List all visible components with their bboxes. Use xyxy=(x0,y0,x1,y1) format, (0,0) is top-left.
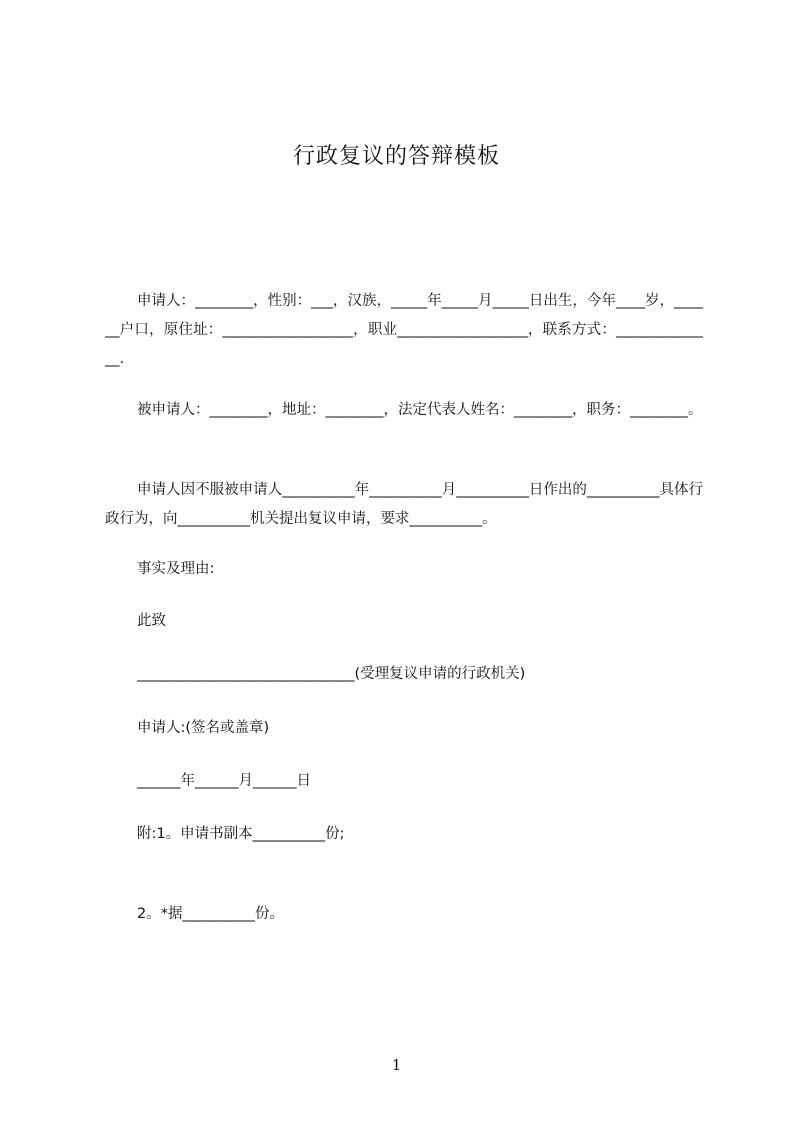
facts-reasons-heading: 事实及理由: xyxy=(137,561,215,577)
request-paragraph: 申请人因不服被申请人__________年__________月__________日作出的__________具体行政行为，向__________机关提出复议申请，要求__________。 xyxy=(105,482,703,527)
recipient-line: ______________________________(受理复议申请的行政机关) xyxy=(137,666,526,682)
signature-line: 申请人:(签名或盖章) xyxy=(137,720,270,736)
attachment-item-1: 附:1。申请书副本__________份; xyxy=(137,826,345,842)
applicant-info-paragraph: 申请人：________，性别：___，汉族，_____年_____月_____日出生，今年____岁，______户口，原住址：__________________，职业__________________，联系方式：______________. xyxy=(105,293,703,367)
page-number: 1 xyxy=(391,1056,402,1074)
document-title: 行政复议的答辩模板 xyxy=(292,144,500,169)
respondent-info-paragraph: 被申请人：________，地址：________，法定代表人姓名：________，职务：________。 xyxy=(137,402,703,418)
attachment-item-2: 2。*据__________份。 xyxy=(137,906,284,922)
salutation-line: 此致 xyxy=(137,613,166,629)
date-line: ______年______月______日 xyxy=(137,773,311,789)
